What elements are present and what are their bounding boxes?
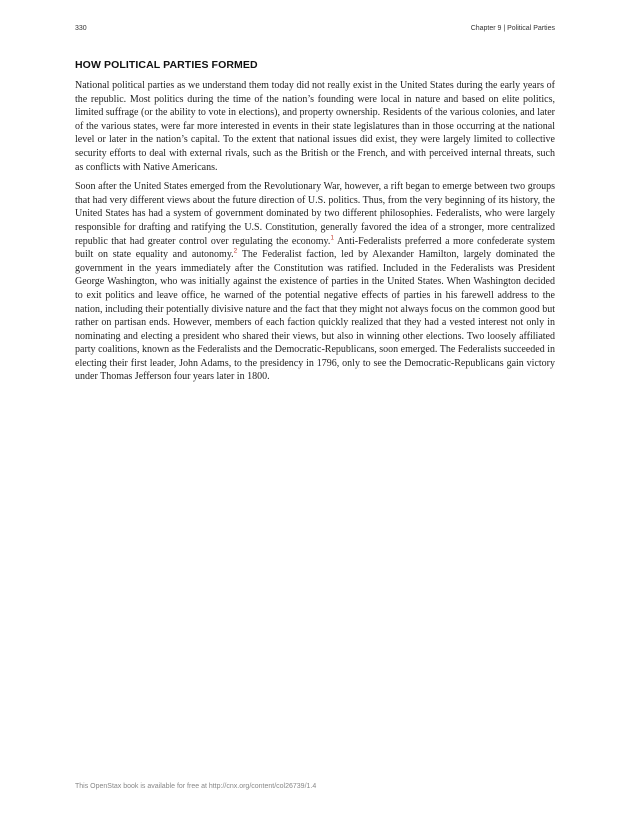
paragraph-1: National political parties as we understand them today did not really exist in the United States during the early years of the republic. Most politics during the time of the nation’s founding were local in nature and based on elite politics, limited suffrage (or the ability to vote in elections), and property ownership. Residents of the various colonies, and later of the various states, were far more interested in events in their state legislatures than in those occurring at the national level or later in the nation’s capital. To the extent that national issues did exist, they were largely limited to collective security efforts to deal with external rivals, such as the British or the French, and with perceived internal threats, such as conflicts with Native Americans. bbox=[75, 80, 555, 173]
paragraph-2 bbox=[75, 180, 555, 384]
page-number: 330 bbox=[75, 25, 87, 32]
footnote-link-1[interactable]: 1 bbox=[330, 234, 335, 242]
main-content bbox=[75, 58, 555, 390]
paragraph-2-part-c: The Federalist faction, led by Alexander Hamilton, largely dominated the government in the years immediately after the Constitution was ratified. Included in the Federalists was President George Washington, who was initially against the existence of parties in the United States. When Washington decided to exit politics and leave office, he warned of the potential negative effects of parties in his farewell address to the nation, including their potentially divisive nature and the fact that they might not always focus on the common good but rather on partisan ends. However, members of each faction quickly realized that they had a vested interest not only in nominating and electing a president who shared their views, but also in winning other elections. Two loosely affiliated party coalitions, known as the Federalists and the Democratic-Republicans, soon emerged. The Federalists succeeded in electing their first leader, John Adams, to the presidency in 1796, only to see the Democratic-Republicans gain victory under Thomas Jefferson four years later in 1800. bbox=[75, 249, 555, 383]
chapter-title: Chapter 9 | Political Parties bbox=[470, 25, 555, 32]
footnote-link-2[interactable]: 2 bbox=[233, 247, 238, 255]
running-head bbox=[75, 25, 555, 37]
section-heading: HOW POLITICAL PARTIES FORMED bbox=[75, 59, 258, 71]
paragraph-2-part-b: Anti-Federalists preferred a more confederate system built on state equality and autonomy. bbox=[75, 235, 555, 261]
footer-availability-note: This OpenStax book is available for free at http://cnx.org/content/col26739/1.4 bbox=[75, 783, 317, 790]
paragraph-2-part-a: Soon after the United States emerged from the Revolutionary War, however, a rift began to emerge between two groups that had very different views about the future direction of U.S. politics. Thus, from the very beginning of its history, the United States has had a system of government dominated by two different philosophies. Federalists, who were largely responsible for drafting and ratifying the U.S. Constitution, generally favored the idea of a stronger, more centralized republic that had greater control over regulating the economy. bbox=[75, 181, 555, 247]
